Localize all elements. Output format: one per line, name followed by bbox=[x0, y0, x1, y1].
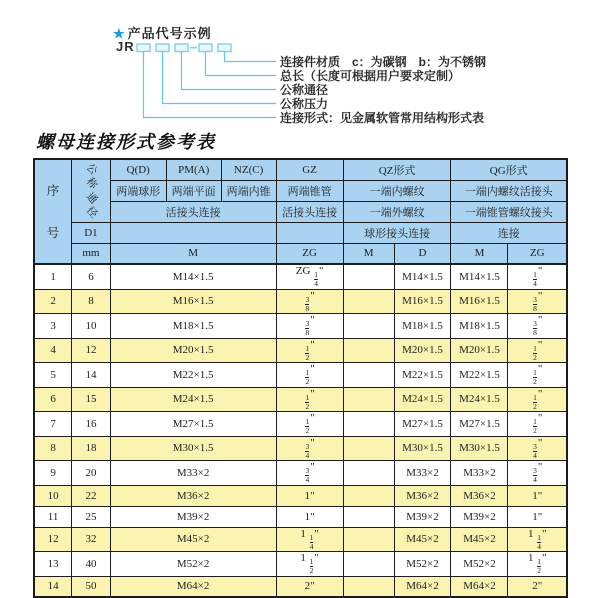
fraction-denominator: 4 bbox=[533, 279, 537, 289]
cell-no: 12 bbox=[34, 527, 72, 552]
char: 公 bbox=[83, 161, 100, 178]
cell-m-thread: M39×2 bbox=[110, 506, 276, 527]
cell-qz-m bbox=[343, 412, 394, 437]
char: 称 bbox=[83, 176, 100, 192]
cell-dn-mm: 32 bbox=[72, 527, 111, 552]
table-row bbox=[34, 461, 567, 486]
cell-m-thread: M20×1.5 bbox=[110, 338, 276, 363]
cell-no: 13 bbox=[34, 552, 72, 577]
fraction bbox=[533, 394, 537, 412]
cell-gz-zg: $\frac{1}{2}$ " bbox=[276, 363, 343, 388]
cell-qg-m: M33×2 bbox=[451, 461, 508, 486]
fraction-denominator: 8 bbox=[305, 328, 310, 338]
fraction-denominator: 4 bbox=[305, 475, 310, 485]
cell-m-thread: M36×2 bbox=[110, 485, 276, 506]
header-row-units bbox=[34, 243, 567, 264]
fraction-denominator: 2 bbox=[537, 566, 541, 576]
code-box-5 bbox=[218, 44, 231, 52]
fraction-numerator: 1 bbox=[533, 392, 537, 402]
fraction-numerator: 3 bbox=[305, 319, 310, 328]
cell-qz-m bbox=[343, 461, 394, 486]
fraction-denominator: 2 bbox=[533, 401, 537, 411]
fraction-denominator: 2 bbox=[305, 426, 310, 436]
unit-m-qg: M bbox=[451, 243, 508, 264]
fraction-numerator: 1 bbox=[305, 343, 310, 353]
cell-qz-d: M27×1.5 bbox=[394, 412, 451, 437]
cell-qg-zg: $\frac{3}{4}$ " bbox=[508, 461, 567, 486]
cell-qg-zg: 1 $\frac{1}{4}$ " bbox=[508, 527, 567, 552]
table-row bbox=[34, 552, 567, 577]
fraction-numerator: 3 bbox=[305, 294, 310, 304]
conn-union-left: 活接头连接 bbox=[110, 201, 276, 222]
cell-qg-m: M45×2 bbox=[451, 527, 508, 552]
fraction-denominator: 4 bbox=[537, 541, 541, 551]
cell-qz-d: M16×1.5 bbox=[394, 289, 451, 314]
label-connection-form: 连接形式：见金属软管常用结构形式表 bbox=[280, 111, 485, 125]
fraction-numerator: 1 bbox=[537, 557, 541, 566]
cell-qz-m bbox=[343, 527, 394, 552]
fraction bbox=[533, 467, 537, 485]
fraction-denominator: 2 bbox=[533, 377, 537, 387]
fraction-numerator: 1 bbox=[537, 532, 541, 542]
header-row-connection-type bbox=[34, 201, 567, 222]
cell-gz-zg: ZG $\frac{1}{4}$ " bbox=[276, 264, 343, 289]
fraction-numerator: 3 bbox=[533, 294, 537, 304]
fraction-denominator: 4 bbox=[314, 279, 318, 289]
cell-no: 8 bbox=[34, 436, 72, 461]
cell-qz-d: M22×1.5 bbox=[394, 363, 451, 388]
header-row-d1 bbox=[34, 222, 567, 243]
table-row bbox=[34, 314, 567, 339]
cell-no: 5 bbox=[34, 363, 72, 388]
table-row bbox=[34, 387, 567, 412]
col-header-form-qz: QZ形式 bbox=[343, 159, 451, 180]
cell-dn-mm: 40 bbox=[72, 552, 111, 577]
cell-gz-zg: $\frac{1}{2}$ " bbox=[276, 387, 343, 412]
cell-dn-mm: 20 bbox=[72, 461, 111, 486]
fraction-numerator: 1 bbox=[309, 532, 314, 542]
table-row bbox=[34, 436, 567, 461]
cell-qz-m bbox=[343, 576, 394, 597]
table-header bbox=[34, 159, 567, 264]
fraction-numerator: 3 bbox=[305, 466, 310, 475]
col-header-serial bbox=[34, 159, 72, 264]
col-header-form-qd: Q(D) bbox=[110, 159, 166, 180]
cell-no: 1 bbox=[34, 264, 72, 289]
fraction bbox=[305, 418, 309, 436]
cell-dn-mm: 10 bbox=[72, 314, 111, 339]
serial-vertical-text bbox=[36, 170, 70, 254]
fraction-denominator: 4 bbox=[309, 541, 314, 551]
desc-nzc: 两端内锥 bbox=[221, 180, 276, 201]
fraction-numerator: 3 bbox=[533, 466, 537, 475]
cell-qg-zg: 1" bbox=[508, 506, 567, 527]
cell-qg-m: M20×1.5 bbox=[451, 338, 508, 363]
header-row-forms bbox=[34, 159, 567, 180]
cell-m-thread: M52×2 bbox=[110, 552, 276, 577]
cell-dn-mm: 8 bbox=[72, 289, 111, 314]
desc-qd: 两端球形 bbox=[110, 180, 166, 201]
cell-qg-zg: $\frac{3}{8}$ " bbox=[508, 289, 567, 314]
fraction-numerator: 1 bbox=[314, 270, 318, 279]
desc-qg: 一端内螺纹活接头 bbox=[451, 180, 567, 201]
cell-m-thread: M45×2 bbox=[110, 527, 276, 552]
cell-gz-zg: 1 $\frac{1}{2}$ " bbox=[276, 552, 343, 577]
cell-qz-d: M24×1.5 bbox=[394, 387, 451, 412]
code-box-4 bbox=[199, 44, 212, 52]
col-header-d1: D1 bbox=[72, 222, 111, 243]
cell-no: 7 bbox=[34, 412, 72, 437]
col-header-form-gz: GZ bbox=[276, 159, 343, 180]
cell-qz-d: M14×1.5 bbox=[394, 264, 451, 289]
cell-no: 14 bbox=[34, 576, 72, 597]
connection-label: 连接 bbox=[451, 222, 567, 243]
fraction bbox=[537, 534, 541, 552]
cell-gz-zg: $\frac{1}{2}$ " bbox=[276, 412, 343, 437]
desc-gz: 两端锥管 bbox=[276, 180, 343, 201]
cell-qz-d: M52×2 bbox=[394, 552, 451, 577]
conn-union-gz: 活接头连接 bbox=[276, 201, 343, 222]
cell-qg-m: M18×1.5 bbox=[451, 314, 508, 339]
col-header-form-qg: QG形式 bbox=[451, 159, 567, 180]
fraction bbox=[533, 369, 537, 387]
unit-m-left: M bbox=[110, 243, 276, 264]
cell-qz-m bbox=[343, 552, 394, 577]
unit-zg-gz: ZG bbox=[276, 243, 343, 264]
cell-qg-m: M36×2 bbox=[451, 485, 508, 506]
cell-no: 9 bbox=[34, 461, 72, 486]
fraction bbox=[305, 320, 309, 338]
cell-no: 6 bbox=[34, 387, 72, 412]
cell-dn-mm: 22 bbox=[72, 485, 111, 506]
fraction-denominator: 2 bbox=[305, 377, 310, 387]
nut-connection-table bbox=[33, 158, 568, 598]
cell-qz-m bbox=[343, 289, 394, 314]
d1-blank-gz bbox=[276, 222, 343, 243]
fraction bbox=[310, 534, 314, 552]
diameter-vertical-text bbox=[73, 161, 109, 221]
char: 序 bbox=[46, 183, 60, 198]
fraction-denominator: 4 bbox=[533, 475, 537, 485]
desc-pma: 两端平面 bbox=[166, 180, 221, 201]
d1-blank-left bbox=[110, 222, 276, 243]
cell-qz-d: M18×1.5 bbox=[394, 314, 451, 339]
conn-external-thread: 一端外螺纹 bbox=[343, 201, 451, 222]
cell-m-thread: M64×2 bbox=[110, 576, 276, 597]
fraction bbox=[305, 394, 309, 412]
fraction-numerator: 1 bbox=[305, 417, 310, 426]
table-row bbox=[34, 576, 567, 597]
cell-m-thread: M22×1.5 bbox=[110, 363, 276, 388]
cell-qz-d: M33×2 bbox=[394, 461, 451, 486]
fraction bbox=[305, 443, 309, 461]
fraction-numerator: 3 bbox=[533, 319, 537, 328]
connector-line-dn bbox=[182, 52, 277, 90]
cell-qz-m bbox=[343, 485, 394, 506]
cell-qg-m: M14×1.5 bbox=[451, 264, 508, 289]
fraction-denominator: 4 bbox=[305, 450, 310, 460]
cell-no: 10 bbox=[34, 485, 72, 506]
cell-gz-zg: $\frac{3}{8}$ " bbox=[276, 314, 343, 339]
cell-qg-m: M30×1.5 bbox=[451, 436, 508, 461]
col-header-mm: mm bbox=[72, 243, 111, 264]
label-nominal-diameter: 公称通径 bbox=[280, 83, 329, 97]
ball-joint-connection: 球形接头连接 bbox=[343, 222, 451, 243]
cell-qg-zg: $\frac{1}{2}$ " bbox=[508, 363, 567, 388]
table-body bbox=[34, 264, 567, 597]
cell-qg-zg: 2" bbox=[508, 576, 567, 597]
cell-m-thread: M27×1.5 bbox=[110, 412, 276, 437]
cell-qg-m: M24×1.5 bbox=[451, 387, 508, 412]
cell-dn-mm: 18 bbox=[72, 436, 111, 461]
connector-line-material bbox=[225, 52, 277, 62]
cell-m-thread: M16×1.5 bbox=[110, 289, 276, 314]
cell-qz-m bbox=[343, 506, 394, 527]
fraction bbox=[305, 369, 309, 387]
cell-m-thread: M30×1.5 bbox=[110, 436, 276, 461]
table-row bbox=[34, 338, 567, 363]
table-row bbox=[34, 506, 567, 527]
table-row bbox=[34, 527, 567, 552]
fraction bbox=[305, 296, 309, 314]
cell-gz-zg: $\frac{1}{2}$ " bbox=[276, 338, 343, 363]
fraction-denominator: 2 bbox=[533, 426, 537, 436]
connector-line-length bbox=[206, 52, 277, 76]
unit-m-qz: M bbox=[343, 243, 394, 264]
cell-qz-d: M39×2 bbox=[394, 506, 451, 527]
cell-no: 2 bbox=[34, 289, 72, 314]
cell-no: 4 bbox=[34, 338, 72, 363]
cell-m-thread: M18×1.5 bbox=[110, 314, 276, 339]
fraction bbox=[305, 467, 309, 485]
cell-qg-m: M22×1.5 bbox=[451, 363, 508, 388]
code-prefix: JR bbox=[116, 39, 135, 54]
fraction bbox=[305, 345, 309, 363]
table-row bbox=[34, 289, 567, 314]
char: 号 bbox=[46, 225, 60, 240]
table-title: 螺母连接形式参考表 bbox=[36, 132, 216, 153]
table-row bbox=[34, 264, 567, 289]
fraction-numerator: 1 bbox=[533, 368, 537, 377]
fraction-denominator: 2 bbox=[305, 352, 310, 362]
fraction-numerator: 3 bbox=[305, 441, 310, 451]
desc-qz: 一端内螺纹 bbox=[343, 180, 451, 201]
fraction bbox=[533, 443, 537, 461]
cell-qg-zg: $\frac{1}{2}$ " bbox=[508, 412, 567, 437]
fraction-denominator: 8 bbox=[533, 303, 537, 313]
cell-no: 11 bbox=[34, 506, 72, 527]
fraction-numerator: 1 bbox=[309, 557, 314, 566]
cell-qg-zg: $\frac{1}{2}$ " bbox=[508, 338, 567, 363]
fraction-denominator: 2 bbox=[305, 401, 310, 411]
col-header-form-nzc: NZ(C) bbox=[221, 159, 276, 180]
cell-qg-zg: $\frac{3}{4}$ " bbox=[508, 436, 567, 461]
cell-gz-zg: $\frac{3}{4}$ " bbox=[276, 461, 343, 486]
cell-dn-mm: 14 bbox=[72, 363, 111, 388]
code-box-3 bbox=[175, 44, 188, 52]
col-header-form-pma: PM(A) bbox=[166, 159, 221, 180]
cell-qg-m: M39×2 bbox=[451, 506, 508, 527]
cell-gz-zg: 2" bbox=[276, 576, 343, 597]
star-icon: ★ bbox=[113, 26, 126, 41]
cell-qz-m bbox=[343, 363, 394, 388]
cell-qz-m bbox=[343, 387, 394, 412]
label-material: 连接件材质 c：为碳钢 b：为不锈钢 bbox=[280, 55, 487, 69]
cell-dn-mm: 16 bbox=[72, 412, 111, 437]
fraction bbox=[533, 296, 537, 314]
cell-qz-m bbox=[343, 264, 394, 289]
fraction-denominator: 8 bbox=[533, 328, 537, 338]
connector-line-pn bbox=[163, 52, 277, 104]
fraction-numerator: 1 bbox=[305, 368, 310, 377]
cell-qg-m: M16×1.5 bbox=[451, 289, 508, 314]
fraction bbox=[314, 271, 318, 289]
cell-qz-d: M64×2 bbox=[394, 576, 451, 597]
unit-zg-qg: ZG bbox=[508, 243, 567, 264]
fraction bbox=[533, 271, 537, 289]
cell-qg-zg: 1" bbox=[508, 485, 567, 506]
unit-d-qz: D bbox=[394, 243, 451, 264]
fraction-numerator: 3 bbox=[533, 441, 537, 451]
char: 通 bbox=[83, 190, 100, 207]
cell-qz-d: M36×2 bbox=[394, 485, 451, 506]
char: 径 bbox=[83, 205, 100, 221]
cell-qg-zg: 1 $\frac{1}{2}$ " bbox=[508, 552, 567, 577]
cell-m-thread: M33×2 bbox=[110, 461, 276, 486]
cell-qz-m bbox=[343, 436, 394, 461]
fraction-numerator: 1 bbox=[305, 392, 310, 402]
col-header-nominal-diameter bbox=[72, 159, 111, 222]
conn-taper-thread: 一端锥管螺纹接头 bbox=[451, 201, 567, 222]
table-row bbox=[34, 363, 567, 388]
fraction-numerator: 1 bbox=[533, 417, 537, 426]
header-row-descriptions bbox=[34, 180, 567, 201]
cell-qz-d: M30×1.5 bbox=[394, 436, 451, 461]
cell-no: 3 bbox=[34, 314, 72, 339]
cell-dn-mm: 50 bbox=[72, 576, 111, 597]
cell-qg-zg: $\frac{1}{2}$ " bbox=[508, 387, 567, 412]
table-row bbox=[34, 485, 567, 506]
cell-qg-m: M64×2 bbox=[451, 576, 508, 597]
fraction-numerator: 1 bbox=[533, 270, 537, 279]
fraction-denominator: 4 bbox=[533, 450, 537, 460]
code-box-1 bbox=[137, 44, 150, 52]
product-code-diagram bbox=[0, 0, 600, 127]
cell-dn-mm: 25 bbox=[72, 506, 111, 527]
fraction bbox=[533, 320, 537, 338]
cell-qg-m: M52×2 bbox=[451, 552, 508, 577]
cell-qg-zg: $\frac{1}{4}$ " bbox=[508, 264, 567, 289]
fraction-denominator: 2 bbox=[309, 566, 314, 576]
cell-m-thread: M24×1.5 bbox=[110, 387, 276, 412]
cell-qg-zg: $\frac{3}{8}$ " bbox=[508, 314, 567, 339]
fraction-denominator: 2 bbox=[533, 352, 537, 362]
fraction bbox=[533, 345, 537, 363]
cell-gz-zg: 1" bbox=[276, 506, 343, 527]
cell-m-thread: M14×1.5 bbox=[110, 264, 276, 289]
fraction bbox=[533, 418, 537, 436]
label-total-length: 总长（长度可根据用户要求定制） bbox=[280, 69, 461, 83]
fraction-numerator: 1 bbox=[533, 343, 537, 353]
cell-qg-m: M27×1.5 bbox=[451, 412, 508, 437]
cell-dn-mm: 15 bbox=[72, 387, 111, 412]
cell-qz-d: M45×2 bbox=[394, 527, 451, 552]
diagram-title-text: 产品代号示例 bbox=[127, 26, 212, 41]
cell-qz-m bbox=[343, 314, 394, 339]
cell-qz-m bbox=[343, 338, 394, 363]
cell-gz-zg: 1 $\frac{1}{4}$ " bbox=[276, 527, 343, 552]
table-row bbox=[34, 412, 567, 437]
cell-gz-zg: 1" bbox=[276, 485, 343, 506]
cell-dn-mm: 6 bbox=[72, 264, 111, 289]
cell-gz-zg: $\frac{3}{4}$ " bbox=[276, 436, 343, 461]
cell-gz-zg: $\frac{3}{8}$ " bbox=[276, 289, 343, 314]
cell-qz-d: M20×1.5 bbox=[394, 338, 451, 363]
label-nominal-pressure: 公称压力 bbox=[280, 97, 329, 111]
cell-dn-mm: 12 bbox=[72, 338, 111, 363]
code-box-2 bbox=[156, 44, 169, 52]
fraction-denominator: 8 bbox=[305, 303, 310, 313]
